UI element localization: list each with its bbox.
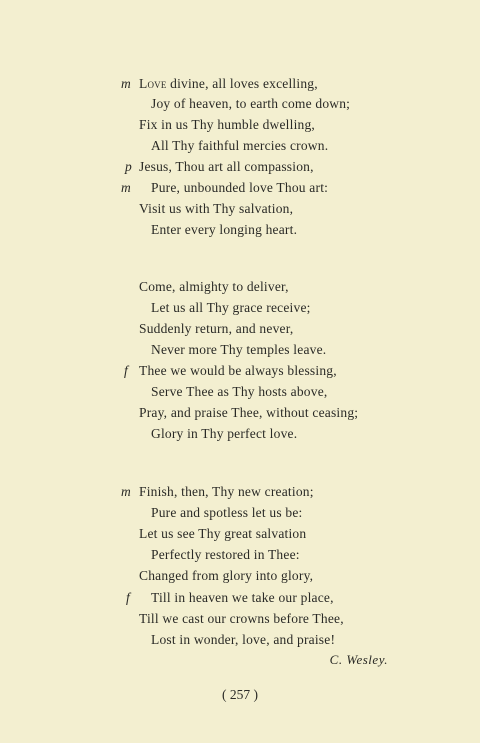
dynamic-mark: f	[126, 590, 130, 605]
hymn-line: Perfectly restored in Thee:	[151, 547, 300, 562]
hymn-line: Glory in Thy perfect love.	[151, 426, 298, 441]
dynamic-mark: p	[125, 159, 132, 174]
hymn-line: Lost in wonder, love, and praise!	[151, 632, 336, 647]
hymn-line: Fix in us Thy humble dwelling,	[139, 117, 316, 132]
hymn-line: Enter every longing heart.	[151, 222, 298, 237]
hymn-line: Changed from glory into glory,	[139, 568, 314, 583]
hymn-line: Never more Thy temples leave.	[151, 342, 327, 357]
hymn-line: Joy of heaven, to earth come down;	[151, 96, 351, 111]
hymn-line: All Thy faithful mercies crown.	[151, 138, 329, 153]
hymn-line: Pray, and praise Thee, without ceasing;	[139, 405, 359, 420]
hymn-line: Serve Thee as Thy hosts above,	[151, 384, 328, 399]
hymn-line: Jesus, Thou art all compassion,	[139, 159, 314, 174]
initial-word: Love	[139, 76, 167, 91]
hymn-line: Visit us with Thy salvation,	[139, 201, 294, 216]
hymn-line: Love divine, all loves excelling,	[139, 76, 318, 91]
dynamic-mark: m	[121, 180, 131, 195]
hymn-line: Come, almighty to deliver,	[139, 279, 289, 294]
hymn-line: Till in heaven we take our place,	[151, 590, 334, 605]
hymn-line: Thee we would be always blessing,	[139, 363, 337, 378]
dynamic-mark: f	[124, 363, 128, 378]
page-number: ( 257 )	[222, 687, 258, 702]
hymn-line: Let us all Thy grace receive;	[151, 300, 311, 315]
hymn-line: Pure and spotless let us be:	[151, 505, 303, 520]
hymn-line: Pure, unbounded love Thou art:	[151, 180, 329, 195]
dynamic-mark: m	[121, 76, 131, 91]
hymn-line: Suddenly return, and never,	[139, 321, 294, 336]
hymn-line: Finish, then, Thy new creation;	[139, 484, 314, 499]
hymn-line: Let us see Thy great salvation	[139, 526, 307, 541]
hymn-line: Till we cast our crowns before Thee,	[139, 611, 344, 626]
dynamic-mark: m	[121, 484, 131, 499]
author-attribution: C. Wesley.	[329, 652, 388, 667]
